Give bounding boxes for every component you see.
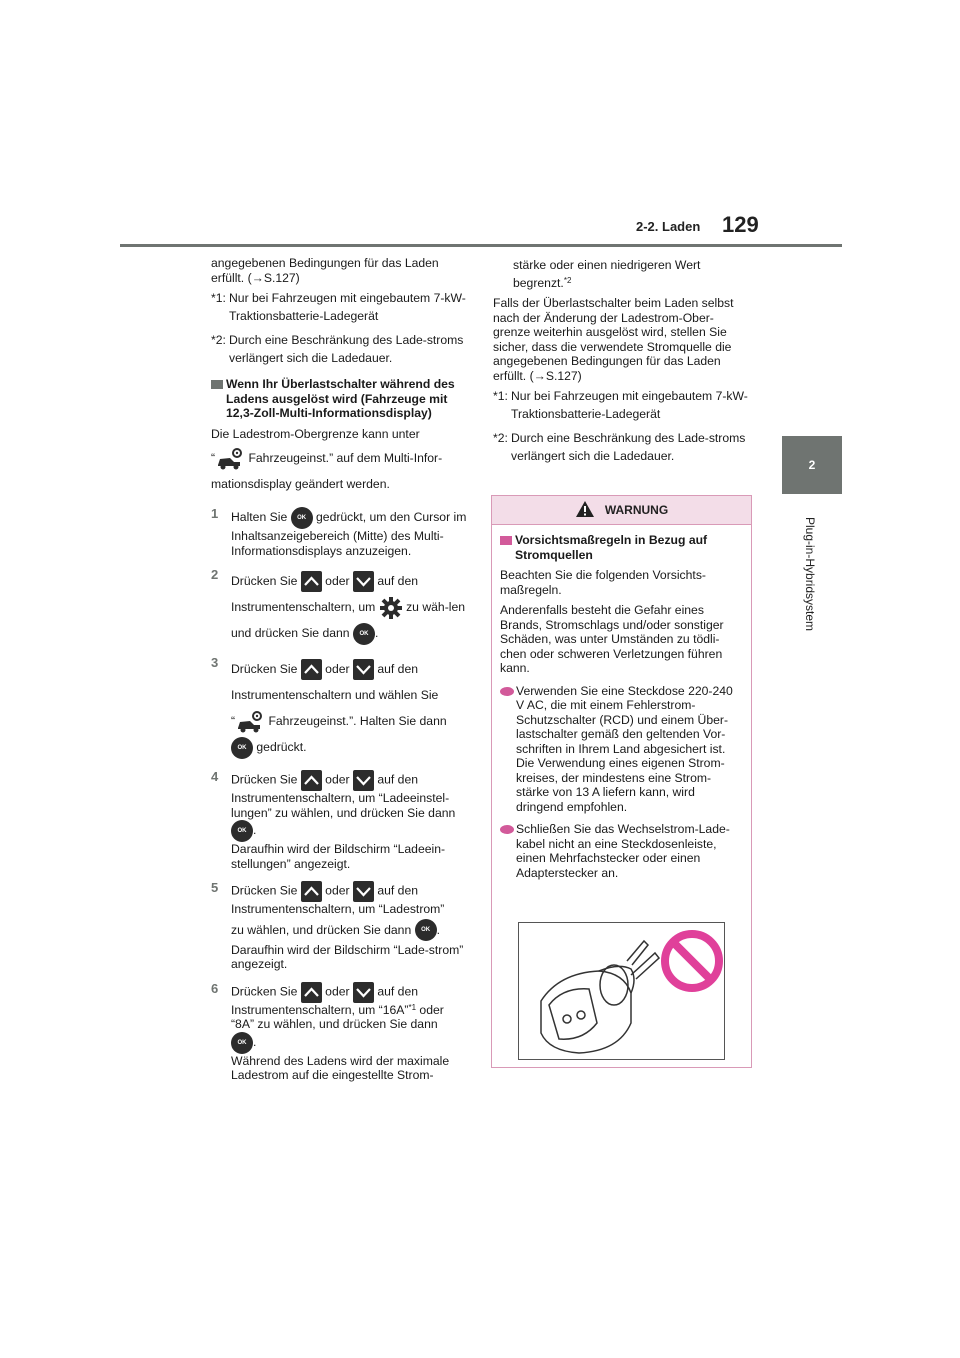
warning-triangle-icon bbox=[575, 500, 595, 521]
down-arrow-button-icon bbox=[353, 659, 374, 680]
ok-button-icon: OK bbox=[415, 919, 437, 941]
footnote-1 bbox=[211, 289, 469, 325]
footnote-mark: *1: bbox=[211, 291, 226, 305]
ok-button-icon: OK bbox=[231, 737, 253, 759]
right-column bbox=[493, 256, 751, 471]
prohibition-icon bbox=[665, 934, 719, 988]
step-number: 3 bbox=[211, 655, 219, 670]
ok-button-icon: OK bbox=[231, 820, 253, 842]
ok-button-icon: OK bbox=[353, 623, 375, 645]
down-arrow-button-icon bbox=[353, 770, 374, 791]
car-settings-icon bbox=[235, 710, 265, 734]
up-arrow-button-icon bbox=[301, 770, 322, 791]
paragraph: Anderenfalls besteht die Gefahr eines Brands, Stromschlags und/oder sonstiger Schäden, was unter Umständen zu tödli-chen oder schweren Verletzungen führen kann. bbox=[500, 603, 724, 675]
footnote-text: Nur bei Fahrzeugen mit eingebautem 7-kW-Traktionsbatterie-Ladegerät bbox=[511, 389, 748, 421]
footnote-mark: *2: bbox=[211, 333, 226, 347]
paragraph: Beachten Sie die folgenden Vorsichts-maßregeln. bbox=[500, 568, 706, 597]
footnote-text: Nur bei Fahrzeugen mit eingebautem 7-kW-Traktionsbatterie-Ladegerät bbox=[229, 291, 466, 323]
up-arrow-button-icon bbox=[301, 571, 322, 592]
chapter-tab[interactable]: 2 bbox=[782, 436, 842, 494]
bullet-item: Verwenden Sie eine Steckdose 220-240 V AC, die mit einem Fehlerstrom-Schutzschalter (RCD) und einem Über-lastschalter gemäß den geltenden Vor-schriften in Ihrem Land abgesichert ist. Die Verwendung eines eigenen Strom-kreises, der mindestens eine Strom-stärke von 13 A liefern kann, wird dringend empfohlen. bbox=[500, 684, 743, 815]
bullet-dot-icon bbox=[500, 825, 514, 834]
ok-button-icon: OK bbox=[291, 507, 313, 529]
step-3: 3 Drücken Sie oder auf den Instrumentenschaltern und wählen Sie “ Fahrzeugeinst.”. Halten Sie dann OK gedrückt. bbox=[211, 656, 469, 760]
intro-text: angegebenen Bedingungen für das Laden erfüllt. (→S.127) bbox=[211, 256, 439, 285]
header-divider bbox=[120, 244, 842, 247]
footnote-text: Durch eine Beschränkung des Lade-stroms verlängert sich die Ladedauer. bbox=[229, 333, 464, 365]
up-arrow-button-icon bbox=[301, 881, 322, 902]
left-column bbox=[211, 256, 469, 1091]
down-arrow-button-icon bbox=[353, 571, 374, 592]
footnote-1 bbox=[493, 387, 751, 423]
bullet-dot-icon bbox=[500, 687, 514, 696]
bullet-item: Schließen Sie das Wechselstrom-Lade-kabel nicht an eine Steckdosenleiste, einen Mehrfachstecker oder einen Adapterstecker an. bbox=[500, 822, 743, 880]
footnote-mark: *1: bbox=[493, 389, 508, 403]
down-arrow-button-icon bbox=[353, 881, 374, 902]
step-6: 6 Drücken Sie oder auf den Instrumentenschaltern, um “16A”$^{*1}$ oder “8A” zu wählen, und drücken Sie dann OK . Während des Ladens wird der maximale Ladestrom auf die eingestellte Strom- bbox=[211, 980, 450, 1082]
step-number: 2 bbox=[211, 567, 219, 582]
step-4: 4 Drücken Sie oder auf den Instrumentenschaltern, um “Ladeeinstel-lungen” zu wählen, und drücken Sie dann OK . Daraufhin wird der Bildschirm “Ladeein-stellungen” angezeigt. bbox=[211, 769, 456, 871]
chapter-label: Plug-in-Hybridsystem bbox=[803, 517, 817, 632]
step-1: 1 Halten Sie OK gedrückt, um den Cursor im Inhaltsanzeigebereich (Mitte) des Multi-Informationsdisplays anzuzeigen. bbox=[211, 506, 467, 558]
up-arrow-button-icon bbox=[301, 982, 322, 1003]
footnote-text: Durch eine Beschränkung des Lade-stroms verlängert sich die Ladedauer. bbox=[511, 431, 746, 463]
footnote-mark: *2: bbox=[493, 431, 508, 445]
adapter-plug-illustration bbox=[518, 922, 725, 1060]
continued-text: stärke oder einen niedrigeren Wert begrenzt.$^{*2}$ bbox=[513, 258, 701, 290]
step-number: 4 bbox=[211, 769, 219, 784]
warning-box bbox=[491, 495, 752, 1068]
section-heading: Wenn Ihr Überlastschalter während des Ladens ausgelöst wird (Fahrzeuge mit 12,3-Zoll-Multi-Informationsdisplay) bbox=[211, 377, 469, 421]
step-2: 2 Drücken Sie oder auf den Instrumentenschaltern, um zu wäh-len und drücken Sie dann OK . bbox=[211, 568, 469, 646]
gear-icon bbox=[379, 596, 403, 620]
warning-header bbox=[492, 496, 751, 525]
paragraph: Die Ladestrom-Obergrenze kann unter bbox=[211, 426, 420, 441]
car-settings-icon bbox=[215, 447, 245, 471]
footnote-2 bbox=[493, 429, 751, 465]
step-number: 6 bbox=[211, 980, 219, 996]
paragraph: “ Fahrzeugeinst.” auf dem Multi-Infor-mationsdisplay geändert werden. bbox=[211, 445, 469, 497]
paragraph: Falls der Überlastschalter beim Laden selbst nach der Änderung der Ladestrom-Ober-grenze weiterhin ausgelöst wird, stellen Sie sicher, dass die verwendete Stromquelle die angegebenen Bedingungen für das Laden erfüllt. (→S.127) bbox=[493, 296, 734, 383]
step-5: 5 Drücken Sie oder auf den Instrumentenschaltern, um “Ladestrom” zu wählen, und drücken Sie dann OK . Daraufhin wird der Bildschirm “Lade-strom” angezeigt. bbox=[211, 880, 464, 971]
down-arrow-button-icon bbox=[353, 982, 374, 1003]
section-title: 2-2. Laden bbox=[636, 219, 701, 234]
up-arrow-button-icon bbox=[301, 659, 322, 680]
step-number: 1 bbox=[211, 506, 219, 521]
adapter-plug-icon bbox=[541, 941, 659, 1053]
square-bullet-icon bbox=[211, 380, 223, 389]
page-number: 129 bbox=[722, 212, 759, 237]
step-number: 5 bbox=[211, 880, 219, 895]
warning-body bbox=[492, 525, 751, 880]
warning-title: WARNUNG bbox=[604, 503, 669, 517]
ok-button-icon: OK bbox=[231, 1032, 253, 1054]
footnote-2 bbox=[211, 331, 469, 367]
square-bullet-icon bbox=[500, 536, 512, 545]
warning-heading: Vorsichtsmaßregeln in Bezug auf Stromquellen bbox=[500, 533, 743, 562]
